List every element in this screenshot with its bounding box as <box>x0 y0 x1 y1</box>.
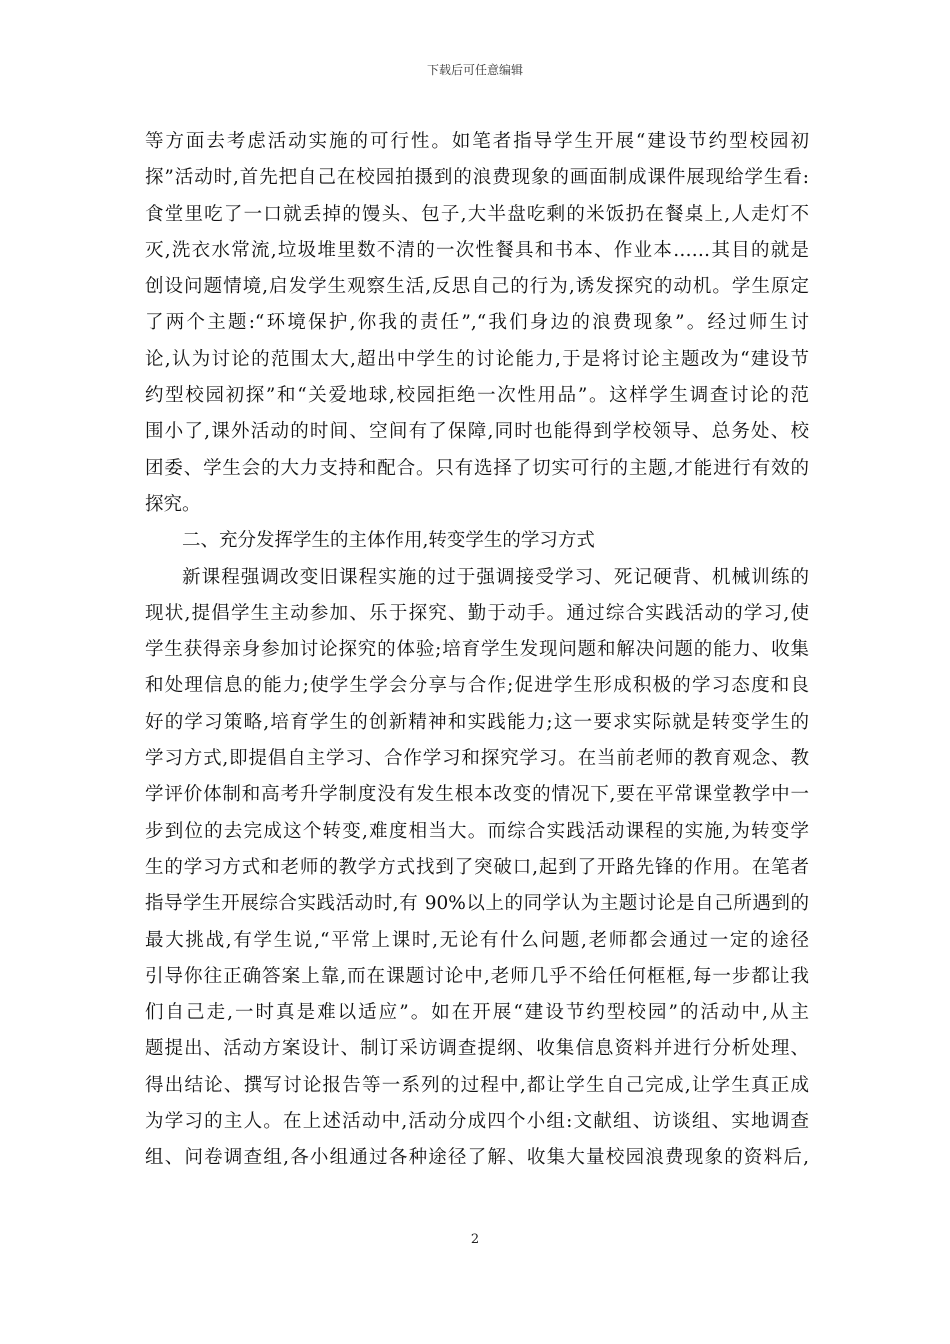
text-line: 最大挑战,有学生说,“平常上课时,无论有什么问题,老师都会通过一定的途径 <box>145 929 809 951</box>
text-line: 探”活动时,首先把自己在校园拍摄到的浪费现象的画面制成课件展现给学生看: <box>145 167 809 189</box>
text-line: 论,认为讨论的范围太大,超出中学生的讨论能力,于是将讨论主题改为“建设节 <box>145 348 809 370</box>
text-line: 等方面去考虑活动实施的可行性。如笔者指导学生开展“建设节约型校园初 <box>145 131 809 152</box>
body-text <box>145 124 809 1177</box>
text-line: 学习方式,即提倡自主学习、合作学习和探究学习。在当前老师的教育观念、教 <box>145 748 809 770</box>
text-line: 得出结论、撰写讨论报告等一系列的过程中,都让学生自己完成,让学生真正成 <box>145 1074 809 1096</box>
text-line: 组、问卷调查组,各小组通过各种途径了解、收集大量校园浪费现象的资料后, <box>145 1147 809 1169</box>
text-line: 学评价体制和高考升学制度没有发生根本改变的情况下,要在平常课堂教学中一 <box>145 784 809 806</box>
text-line: 好的学习策略,培育学生的创新精神和实践能力;这一要求实际就是转变学生的 <box>145 711 809 733</box>
text-line: 灭,洗衣水常流,垃圾堆里数不清的一次性餐具和书本、作业本……其目的就是 <box>145 239 809 261</box>
section-heading: 二、充分发挥学生的主体作用,转变学生的学习方式 <box>182 530 595 552</box>
text-line: 约型校园初探”和“关爱地球,校园拒绝一次性用品”。这样学生调查讨论的范 <box>145 385 809 407</box>
text-line: 为学习的主人。在上述活动中,活动分成四个小组:文献组、访谈组、实地调查 <box>145 1111 809 1133</box>
text-line: 步到位的去完成这个转变,难度相当大。而综合实践活动课程的实施,为转变学 <box>145 820 809 842</box>
text-line: 题提出、活动方案设计、制订采访调查提纲、收集信息资料并进行分析处理、 <box>145 1038 809 1060</box>
text-line: 新课程强调改变旧课程实施的过于强调接受学习、死记硬背、机械训练的 <box>182 566 809 588</box>
text-line: 引导你往正确答案上靠,而在课题讨论中,老师几乎不给任何框框,每一步都让我 <box>145 965 809 987</box>
page-header: 下载后可任意编辑 <box>426 63 523 77</box>
text-line: 和处理信息的能力;使学生学会分享与合作;促进学生形成积极的学习态度和良 <box>145 675 809 697</box>
text-line: 生的学习方式和老师的教学方式找到了突破口,起到了开路先锋的作用。在笔者 <box>145 856 809 878</box>
text-line: 食堂里吃了一口就丢掉的馒头、包子,大半盘吃剩的米饭扔在餐桌上,人走灯不 <box>145 203 809 225</box>
text-line: 现状,提倡学生主动参加、乐于探究、勤于动手。通过综合实践活动的学习,使 <box>145 602 809 624</box>
text-line: 探究。 <box>145 493 201 515</box>
text-line: 创设问题情境,启发学生观察生活,反思自己的行为,诱发探究的动机。学生原定 <box>145 276 809 298</box>
page-number: 2 <box>470 1232 480 1247</box>
text-line: 团委、学生会的大力支持和配合。只有选择了切实可行的主题,才能进行有效的 <box>145 457 809 479</box>
text-line: 指导学生开展综合实践活动时,有 90%以上的同学认为主题讨论是自己所遇到的 <box>145 893 809 915</box>
text-line: 了两个主题:“环境保护,你我的责任”,“我们身边的浪费现象”。经过师生讨 <box>145 312 809 334</box>
text-line: 们自己走,一时真是难以适应”。如在开展“建设节约型校园”的活动中,从主 <box>145 1002 809 1024</box>
text-line: 学生获得亲身参加讨论探究的体验;培育学生发现问题和解决问题的能力、收集 <box>145 639 809 661</box>
text-line: 围小了,课外活动的时间、空间有了保障,同时也能得到学校领导、总务处、校 <box>145 421 809 443</box>
